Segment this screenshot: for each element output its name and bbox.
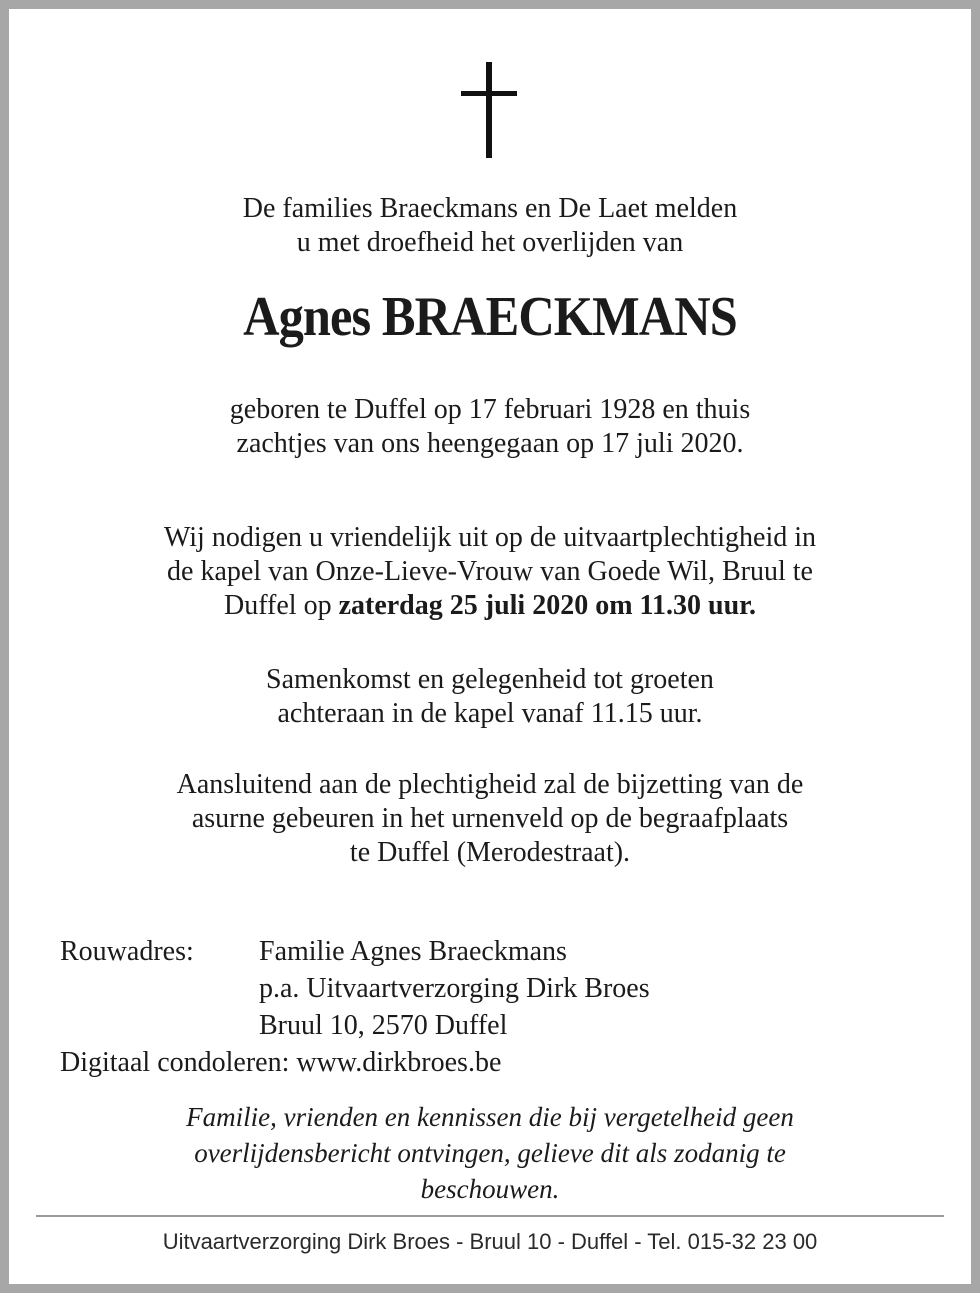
ceremony-line-3: [0, 589, 980, 623]
birth-line-1: geboren te Duffel op 17 februari 1928 en thuis: [229, 394, 751, 425]
birth-line-2: zachtjes van ons heengegaan op 17 juli 2020.: [236, 428, 744, 459]
address-line-1: Familie Agnes Braeckmans: [259, 936, 567, 967]
address-row-3: [60, 1007, 650, 1044]
ceremony-line-3-prefix: Duffel op: [224, 590, 339, 621]
deceased-name: Agnes BRAECKMANS: [243, 286, 737, 348]
gathering-line-1: Samenkomst en gelegenheid tot groeten: [266, 664, 714, 695]
gathering-text: [0, 663, 980, 731]
intro-text: [0, 192, 980, 260]
burial-text: [0, 768, 980, 870]
address-row-2: [60, 970, 650, 1007]
burial-line-1: Aansluitend aan de plechtigheid zal de bijzetting van de: [176, 769, 804, 800]
notification-note: [0, 1099, 980, 1207]
address-line-2: p.a. Uitvaartverzorging Dirk Broes: [259, 973, 650, 1004]
address-label: Rouwadres:: [60, 936, 194, 967]
ceremony-date-time: zaterdag 25 juli 2020 om 11.30 uur.: [338, 590, 756, 621]
address-line-3: Bruul 10, 2570 Duffel: [259, 1010, 508, 1041]
address-row-1: [60, 933, 650, 970]
ceremony-line-2: de kapel van Onze-Lieve-Vrouw van Goede Wil, Bruul te: [167, 556, 813, 587]
condole-link[interactable]: www.dirkbroes.be: [296, 1047, 502, 1078]
note-line-3: beschouwen.: [420, 1174, 560, 1204]
condole-label: Digitaal condoleren:: [60, 1047, 290, 1078]
birth-text: [0, 393, 980, 461]
burial-line-2: asurne gebeuren in het urnenveld op de begraafplaats: [191, 803, 789, 834]
condole-row: [60, 1044, 650, 1081]
intro-line-1: De families Braeckmans en De Laet melden: [242, 193, 738, 224]
footer-divider: [36, 1215, 944, 1217]
note-line-1: Familie, vrienden en kennissen die bij vergetelheid geen: [186, 1102, 794, 1132]
gathering-line-2: achteraan in de kapel vanaf 11.15 uur.: [277, 698, 703, 729]
ceremony-line-1: Wij nodigen u vriendelijk uit op de uitvaartplechtigheid in: [163, 522, 817, 553]
note-line-2: overlijdensbericht ontvingen, gelieve dit als zodanig te: [194, 1138, 786, 1168]
intro-line-2: u met droefheid het overlijden van: [296, 227, 684, 258]
ceremony-text: [0, 521, 980, 623]
cross-icon-svg: [460, 62, 520, 158]
footer-funeral-home: Uitvaartverzorging Dirk Broes - Bruul 10 - Duffel - Tel. 015-32 23 00: [162, 1229, 818, 1254]
burial-line-3: te Duffel (Merodestraat).: [349, 837, 631, 868]
mourning-address: [60, 933, 650, 1081]
cross-icon: [0, 62, 980, 158]
